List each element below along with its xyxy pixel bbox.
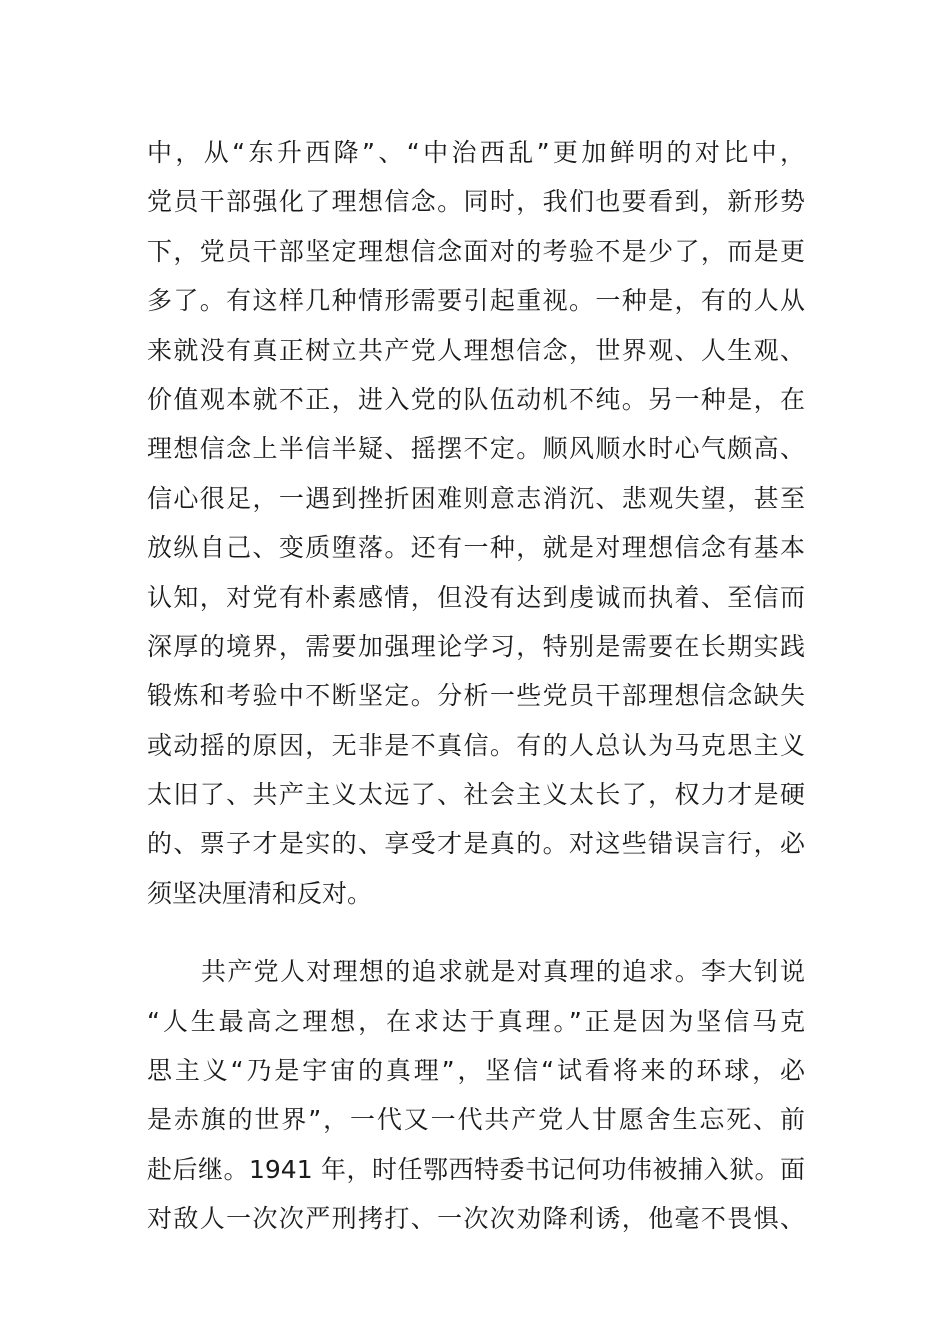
text-line: 认知，对党有朴素感情，但没有达到虔诚而执着、至信而 bbox=[147, 582, 805, 612]
text-line: 是赤旗的世界”，一代又一代共产党人甘愿舍生忘死、前 bbox=[147, 1105, 805, 1135]
text-line: 的、票子才是实的、享受才是真的。对这些错误言行，必 bbox=[147, 829, 805, 859]
text-line: 思主义“乃是宇宙的真理”，坚信“试看将来的环球，必 bbox=[147, 1056, 805, 1086]
text-line: 来就没有真正树立共产党人理想信念，世界观、人生观、 bbox=[147, 335, 805, 365]
text-line: 信心很足，一遇到挫折困难则意志消沉、悲观失望，甚至 bbox=[147, 483, 805, 513]
paragraph-1 bbox=[147, 128, 805, 918]
text-line: 理想信念上半信半疑、摇摆不定。顺风顺水时心气颇高、 bbox=[147, 434, 805, 464]
text-line: 共产党人对理想的追求就是对真理的追求。李大钊说 bbox=[201, 957, 805, 987]
text-line: 党员干部强化了理想信念。同时，我们也要看到，新形势 bbox=[147, 187, 805, 217]
text-line: 中，从“东升西降”、“中治西乱”更加鲜明的对比中， bbox=[147, 138, 805, 167]
document-page bbox=[147, 128, 805, 1244]
text-line: 太旧了、共产主义太远了、社会主义太长了，权力才是硬 bbox=[147, 780, 805, 810]
text-line: 赴后继。1941 年，时任鄂西特委书记何功伟被捕入狱。面 bbox=[147, 1154, 805, 1184]
text-line: 或动摇的原因，无非是不真信。有的人总认为马克思主义 bbox=[147, 730, 805, 760]
text-line: 深厚的境界，需要加强理论学习，特别是需要在长期实践 bbox=[147, 631, 805, 661]
text-line: 多了。有这样几种情形需要引起重视。一种是，有的人从 bbox=[147, 286, 805, 316]
text-line: 放纵自己、变质堕落。还有一种，就是对理想信念有基本 bbox=[147, 533, 805, 563]
text-line: 须坚决厘清和反对。 bbox=[147, 878, 373, 908]
text-line: 下，党员干部坚定理想信念面对的考验不是少了，而是更 bbox=[147, 236, 805, 266]
text-line: 锻炼和考验中不断坚定。分析一些党员干部理想信念缺失 bbox=[147, 681, 805, 711]
text-line: 价值观本就不正，进入党的队伍动机不纯。另一种是，在 bbox=[147, 384, 805, 414]
paragraph-2 bbox=[147, 947, 805, 1243]
text-line: “人生最高之理想，在求达于真理。”正是因为坚信马克 bbox=[147, 1006, 805, 1036]
text-line: 对敌人一次次严刑拷打、一次次劝降利诱，他毫不畏惧、 bbox=[147, 1204, 805, 1234]
